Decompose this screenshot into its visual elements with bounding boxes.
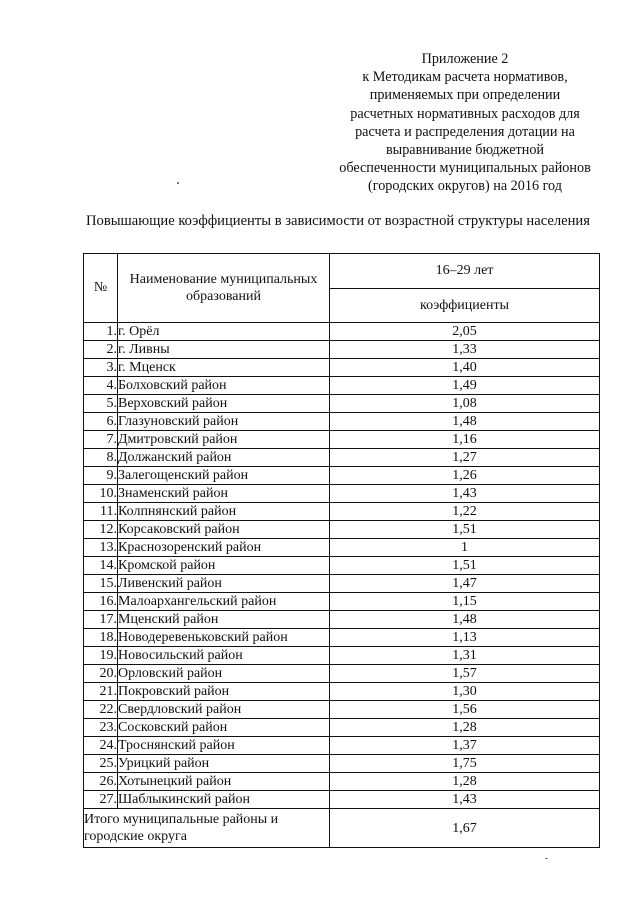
- table-row: [84, 467, 600, 485]
- appendix-header: [300, 50, 630, 196]
- table-body: [84, 323, 600, 809]
- row-coefficient: 1,08: [330, 395, 600, 413]
- row-coefficient: 1,16: [330, 431, 600, 449]
- row-coefficient: 1,28: [330, 719, 600, 737]
- row-coefficient: 1,43: [330, 485, 600, 503]
- row-number: 21.: [84, 683, 118, 701]
- row-number: 6.: [84, 413, 118, 431]
- row-coefficient: 1,51: [330, 521, 600, 539]
- row-municipality-name: Свердловский район: [118, 701, 330, 719]
- row-coefficient: 1,48: [330, 611, 600, 629]
- row-coefficient: 1,28: [330, 773, 600, 791]
- row-coefficient: 1,27: [330, 449, 600, 467]
- row-number: 20.: [84, 665, 118, 683]
- table-row: [84, 557, 600, 575]
- scan-speck: [177, 182, 179, 184]
- row-number: 14.: [84, 557, 118, 575]
- row-number: 9.: [84, 467, 118, 485]
- table-row: [84, 773, 600, 791]
- appendix-line: обеспеченности муниципальных районов: [339, 160, 591, 177]
- row-number: 8.: [84, 449, 118, 467]
- header-coefficients: коэффициенты: [330, 289, 600, 323]
- row-municipality-name: Залегощенский район: [118, 467, 330, 485]
- table-row: [84, 611, 600, 629]
- row-number: 7.: [84, 431, 118, 449]
- coefficients-table: [83, 253, 600, 848]
- row-number: 13.: [84, 539, 118, 557]
- header-age-group: 16–29 лет: [330, 254, 600, 289]
- row-coefficient: 1,33: [330, 341, 600, 359]
- table-row: [84, 485, 600, 503]
- row-municipality-name: Болховский район: [118, 377, 330, 395]
- row-number: 1.: [84, 323, 118, 341]
- row-coefficient: 1,31: [330, 647, 600, 665]
- row-municipality-name: Колпнянский район: [118, 503, 330, 521]
- row-number: 4.: [84, 377, 118, 395]
- row-municipality-name: Сосковский район: [118, 719, 330, 737]
- row-municipality-name: Хотынецкий район: [118, 773, 330, 791]
- row-municipality-name: Верховский район: [118, 395, 330, 413]
- appendix-line: расчетных нормативных расходов для: [350, 105, 580, 122]
- table-row: [84, 503, 600, 521]
- row-municipality-name: Должанский район: [118, 449, 330, 467]
- row-municipality-name: Малоархангельский район: [118, 593, 330, 611]
- row-number: 23.: [84, 719, 118, 737]
- row-number: 15.: [84, 575, 118, 593]
- document-title: Повышающие коэффициенты в зависимости от возрастной структуры населения: [86, 213, 590, 229]
- row-coefficient: 1: [330, 539, 600, 557]
- row-municipality-name: Мценский район: [118, 611, 330, 629]
- row-coefficient: 1,43: [330, 791, 600, 809]
- appendix-line: выравнивание бюджетной: [385, 142, 545, 159]
- row-municipality-name: Троснянский район: [118, 737, 330, 755]
- row-municipality-name: Ливенский район: [118, 575, 330, 593]
- row-number: 5.: [84, 395, 118, 413]
- row-number: 16.: [84, 593, 118, 611]
- row-coefficient: 1,49: [330, 377, 600, 395]
- row-coefficient: 1,48: [330, 413, 600, 431]
- scan-speck: [545, 858, 548, 859]
- row-coefficient: 1,13: [330, 629, 600, 647]
- row-number: 12.: [84, 521, 118, 539]
- row-municipality-name: Шаблыкинский район: [118, 791, 330, 809]
- total-row: [84, 809, 600, 848]
- row-number: 17.: [84, 611, 118, 629]
- row-municipality-name: Дмитровский район: [118, 431, 330, 449]
- table-row: [84, 539, 600, 557]
- table-row: [84, 449, 600, 467]
- table-row: [84, 629, 600, 647]
- row-number: 3.: [84, 359, 118, 377]
- appendix-line: (городских округов) на 2016 год: [368, 178, 562, 195]
- appendix-line: расчета и распределения дотации на: [355, 123, 575, 140]
- row-coefficient: 1,40: [330, 359, 600, 377]
- table-row: [84, 323, 600, 341]
- table-row: [84, 737, 600, 755]
- row-number: 18.: [84, 629, 118, 647]
- row-coefficient: 1,22: [330, 503, 600, 521]
- header-number: №: [84, 254, 118, 323]
- table-row: [84, 575, 600, 593]
- row-coefficient: 1,26: [330, 467, 600, 485]
- total-value: 1,67: [330, 809, 600, 848]
- table-row: [84, 341, 600, 359]
- row-municipality-name: Новосильский район: [118, 647, 330, 665]
- row-coefficient: 1,37: [330, 737, 600, 755]
- row-coefficient: 1,15: [330, 593, 600, 611]
- row-municipality-name: Орловский район: [118, 665, 330, 683]
- row-coefficient: 1,57: [330, 665, 600, 683]
- header-municipality-name: Наименование муниципальных образований: [118, 254, 330, 323]
- row-coefficient: 1,30: [330, 683, 600, 701]
- table-row: [84, 413, 600, 431]
- row-municipality-name: Новодеревеньковский район: [118, 629, 330, 647]
- table-row: [84, 521, 600, 539]
- row-municipality-name: Глазуновский район: [118, 413, 330, 431]
- appendix-line: к Методикам расчета нормативов,: [362, 69, 568, 86]
- row-municipality-name: г. Мценск: [118, 359, 330, 377]
- row-coefficient: 2,05: [330, 323, 600, 341]
- table-row: [84, 791, 600, 809]
- table-row: [84, 593, 600, 611]
- appendix-line: Приложение 2: [421, 51, 509, 67]
- table-row: [84, 395, 600, 413]
- row-number: 26.: [84, 773, 118, 791]
- row-coefficient: 1,51: [330, 557, 600, 575]
- appendix-line: применяемых при определении: [369, 87, 561, 104]
- table-row: [84, 359, 600, 377]
- row-coefficient: 1,47: [330, 575, 600, 593]
- row-number: 2.: [84, 341, 118, 359]
- row-municipality-name: Краснозоренский район: [118, 539, 330, 557]
- row-coefficient: 1,56: [330, 701, 600, 719]
- table-row: [84, 377, 600, 395]
- row-number: 27.: [84, 791, 118, 809]
- row-coefficient: 1,75: [330, 755, 600, 773]
- row-municipality-name: Урицкий район: [118, 755, 330, 773]
- row-number: 19.: [84, 647, 118, 665]
- row-municipality-name: г. Орёл: [118, 323, 330, 341]
- table-row: [84, 755, 600, 773]
- total-label: Итого муниципальные районы и городские округа: [84, 809, 330, 848]
- row-municipality-name: г. Ливны: [118, 341, 330, 359]
- table-row: [84, 665, 600, 683]
- row-number: 25.: [84, 755, 118, 773]
- row-municipality-name: Кромской район: [118, 557, 330, 575]
- table-row: [84, 647, 600, 665]
- row-number: 22.: [84, 701, 118, 719]
- table-row: [84, 719, 600, 737]
- row-number: 24.: [84, 737, 118, 755]
- row-number: 11.: [84, 503, 118, 521]
- table-row: [84, 683, 600, 701]
- row-number: 10.: [84, 485, 118, 503]
- table-row: [84, 431, 600, 449]
- row-municipality-name: Знаменский район: [118, 485, 330, 503]
- row-municipality-name: Покровский район: [118, 683, 330, 701]
- row-municipality-name: Корсаковский район: [118, 521, 330, 539]
- table-row: [84, 701, 600, 719]
